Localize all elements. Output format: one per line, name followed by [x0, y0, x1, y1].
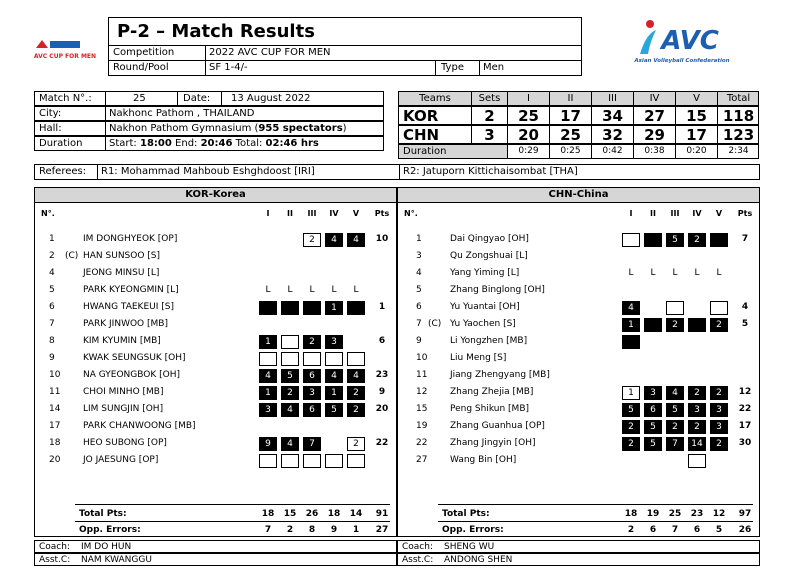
- set-played-box: 2: [666, 420, 684, 434]
- set-total: 23: [690, 509, 704, 519]
- team-name-chn: CHN-China: [398, 188, 759, 203]
- set-played-box: 3: [325, 335, 343, 349]
- totals-divider: [438, 504, 753, 505]
- set-played-box: [644, 318, 662, 332]
- libero-mark: L: [309, 285, 315, 295]
- total-points-value: 91: [375, 509, 389, 519]
- player-points: 10: [375, 234, 389, 244]
- player-name: KWAK SEUNGSUK [OH]: [83, 353, 186, 363]
- asst-coach-name: ANDONG SHEN: [444, 555, 513, 565]
- asst-coach-row-kor: [34, 553, 397, 566]
- set-substitute-box: [259, 352, 277, 366]
- set-played-box: 1: [259, 335, 277, 349]
- player-number: 20: [49, 455, 61, 465]
- player-name: Zhang Binglong [OH]: [450, 285, 545, 295]
- referees-label: Referees:: [39, 166, 87, 177]
- set-played-box: [622, 335, 640, 349]
- set-opp-errors: 7: [671, 525, 679, 535]
- player-name: PARK JINWOO [MB]: [83, 319, 168, 329]
- score-header-row: Teams Sets I II III IV V Total: [398, 91, 759, 106]
- set-total: 25: [668, 509, 682, 519]
- player-points: 12: [738, 387, 752, 397]
- asst-coach-label: Asst.C:: [39, 555, 71, 565]
- player-name: CHOI MINHO [MB]: [83, 387, 164, 397]
- player-number: 27: [416, 455, 428, 465]
- set-opp-errors: 6: [693, 525, 701, 535]
- set-played-box: 14: [688, 437, 706, 451]
- set-substitute-box: [688, 454, 706, 468]
- player-name: PARK CHANWOONG [MB]: [83, 421, 196, 431]
- player-number: 19: [416, 421, 428, 431]
- competition-row: [108, 45, 582, 61]
- set-substitute-box: [281, 352, 299, 366]
- opp-errors-label: Opp. Errors:: [79, 525, 141, 535]
- set-total: 14: [349, 509, 363, 519]
- player-row: [398, 368, 759, 385]
- libero-mark: L: [694, 268, 700, 278]
- set-played-box: 3: [710, 403, 728, 417]
- svg-text:Asian Volleyball Confederation: Asian Volleyball Confederation: [634, 58, 730, 64]
- set-played-box: 5: [281, 369, 299, 383]
- set-played-box: 5: [666, 403, 684, 417]
- player-row: [398, 317, 759, 334]
- player-name: LIM SUNGJIN [OH]: [83, 404, 164, 414]
- player-row: [35, 266, 396, 283]
- set-substitute-box: 2: [347, 437, 365, 451]
- set-played-box: 6: [644, 403, 662, 417]
- player-name: Yang Yiming [L]: [450, 268, 520, 278]
- date-value: 13 August 2022: [231, 93, 311, 104]
- type-value: Men: [483, 62, 505, 73]
- duration-label: Duration: [39, 138, 83, 149]
- set-opp-errors: 8: [308, 525, 316, 535]
- set-opp-errors: 2: [627, 525, 635, 535]
- referee-r1: R1: Mohammad Mahboub Eshghdoost [IRI]: [101, 166, 315, 177]
- type-label: Type: [441, 62, 464, 73]
- col-header-set: II: [287, 209, 293, 218]
- player-name: Yu Yaochen [S]: [450, 319, 516, 329]
- player-name: HAN SUNSOO [S]: [83, 251, 161, 261]
- col-header-set: II: [650, 209, 656, 218]
- match-no-label: Match N°.:: [39, 93, 92, 104]
- set-played-box: 2: [688, 386, 706, 400]
- set-played-box: 2: [666, 318, 684, 332]
- opp-errors-row: [35, 522, 396, 539]
- player-name: Wang Bin [OH]: [450, 455, 517, 465]
- set-played-box: 5: [644, 437, 662, 451]
- col-header-pts: Pts: [374, 209, 390, 218]
- captain-mark: (C): [65, 251, 79, 261]
- player-row: [398, 351, 759, 368]
- player-row: [35, 368, 396, 385]
- set-played-box: 1: [259, 386, 277, 400]
- competition-label: Competition: [113, 47, 175, 58]
- spectators-count: 955 spectators: [258, 123, 343, 134]
- player-row: [398, 436, 759, 453]
- set-played-box: 1: [325, 386, 343, 400]
- set-played-box: 7: [303, 437, 321, 451]
- coach-label: Coach:: [402, 542, 433, 552]
- set-total: 15: [283, 509, 297, 519]
- player-name: Yu Yuantai [OH]: [450, 302, 520, 312]
- set-substitute-box: [622, 233, 640, 247]
- libero-mark: L: [628, 268, 634, 278]
- set-played-box: 7: [666, 437, 684, 451]
- coach-row-kor: [34, 540, 397, 553]
- set-total: 26: [305, 509, 319, 519]
- player-number: 9: [49, 353, 55, 363]
- set-played-box: [644, 233, 662, 247]
- player-name: HWANG TAEKEUI [S]: [83, 302, 174, 312]
- match-no-value: 25: [133, 93, 146, 104]
- date-label: Date:: [183, 93, 211, 104]
- col-header-set: I: [629, 209, 633, 218]
- asst-coach-name: NAM KWANGGU: [81, 555, 152, 565]
- set-played-box: 1: [622, 318, 640, 332]
- player-number: 12: [416, 387, 428, 397]
- player-row: [35, 351, 396, 368]
- player-points: 30: [738, 438, 752, 448]
- player-points: 23: [375, 370, 389, 380]
- player-number: 9: [416, 336, 422, 346]
- player-number: 5: [49, 285, 55, 295]
- total-points-label: Total Pts:: [79, 509, 127, 519]
- col-header-no: N°.: [41, 209, 55, 218]
- page-title: P-2 – Match Results: [117, 21, 315, 42]
- score-row-kor: KOR 2 25 17 34 27 15 118: [398, 106, 759, 125]
- col-header-pts: Pts: [737, 209, 753, 218]
- player-number: 4: [416, 268, 422, 278]
- coach-name: IM DO HUN: [81, 542, 132, 552]
- set-played-box: 2: [622, 420, 640, 434]
- player-name: Li Yongzhen [MB]: [450, 336, 528, 346]
- set-substitute-box: [281, 335, 299, 349]
- set-opp-errors: 2: [286, 525, 294, 535]
- player-number: 1: [49, 234, 55, 244]
- hall-value: Nakhon Pathom Gymnasium (955 spectators): [109, 123, 347, 134]
- set-played-box: [710, 233, 728, 247]
- player-number: 3: [416, 251, 422, 261]
- col-header-set: I: [266, 209, 270, 218]
- set-played-box: 9: [259, 437, 277, 451]
- col-header-set: V: [352, 209, 360, 218]
- set-total: 18: [327, 509, 341, 519]
- player-number: 18: [49, 438, 61, 448]
- referee-r2: R2: Jatuporn Kittichaisombat [THA]: [403, 166, 578, 177]
- player-name: Jiang Zhengyang [MB]: [450, 370, 550, 380]
- avc-cup-logo: [30, 38, 100, 62]
- title-box: [108, 17, 582, 45]
- asst-coach-label: Asst.C:: [402, 555, 434, 565]
- player-row: [35, 300, 396, 317]
- player-number: 17: [49, 421, 61, 431]
- player-name: KIM KYUMIN [MB]: [83, 336, 161, 346]
- player-row: [35, 453, 396, 470]
- col-header-no: N°.: [404, 209, 418, 218]
- city-row: [34, 106, 384, 121]
- player-number: 14: [49, 404, 61, 414]
- set-played-box: 4: [259, 369, 277, 383]
- set-played-box: 2: [281, 386, 299, 400]
- referees-row: [34, 164, 760, 180]
- player-name: Liu Meng [S]: [450, 353, 507, 363]
- set-substitute-box: [347, 454, 365, 468]
- col-header-set: III: [307, 209, 317, 218]
- set-played-box: 5: [325, 403, 343, 417]
- libero-mark: L: [716, 268, 722, 278]
- set-played-box: 2: [688, 420, 706, 434]
- player-row: [35, 232, 396, 249]
- set-played-box: 2: [347, 386, 365, 400]
- player-row: [35, 334, 396, 351]
- team-panel-kor: [34, 187, 397, 537]
- player-points: 1: [378, 302, 386, 312]
- opp-errors-row: [398, 522, 759, 539]
- avc-logo: [632, 16, 732, 66]
- player-row: [398, 249, 759, 266]
- set-played-box: 3: [644, 386, 662, 400]
- libero-mark: L: [672, 268, 678, 278]
- duration-value: Start: 18:00 End: 20:46 Total: 02:46 hrs: [109, 138, 319, 149]
- player-number: 4: [49, 268, 55, 278]
- set-played-box: 2: [710, 386, 728, 400]
- libero-mark: L: [650, 268, 656, 278]
- round-label: Round/Pool: [113, 62, 169, 73]
- captain-mark: (C): [428, 319, 442, 329]
- set-substitute-box: [325, 352, 343, 366]
- player-row: [398, 453, 759, 470]
- set-substitute-box: [666, 301, 684, 315]
- player-points: 22: [375, 438, 389, 448]
- player-name: JO JAESUNG [OP]: [83, 455, 159, 465]
- set-played-box: 5: [666, 233, 684, 247]
- set-total: 18: [624, 509, 638, 519]
- set-substitute-box: [325, 454, 343, 468]
- set-played-box: 2: [710, 318, 728, 332]
- player-row: [35, 436, 396, 453]
- player-name: Peng Shikun [MB]: [450, 404, 530, 414]
- set-played-box: 2: [347, 403, 365, 417]
- player-points: 20: [375, 404, 389, 414]
- svg-text:AVC CUP FOR MEN: AVC CUP FOR MEN: [33, 53, 97, 60]
- player-row: [398, 385, 759, 402]
- city-label: City:: [39, 108, 62, 119]
- match-no-row: [34, 91, 384, 106]
- set-played-box: 4: [347, 233, 365, 247]
- player-number: 10: [416, 353, 428, 363]
- libero-mark: L: [287, 285, 293, 295]
- player-points: 4: [741, 302, 749, 312]
- score-duration-row: Duration 0:29 0:25 0:42 0:38 0:20 2:34: [398, 144, 759, 159]
- player-number: 2: [49, 251, 55, 261]
- col-header-set: IV: [329, 209, 339, 218]
- player-name: Qu Zongshuai [L]: [450, 251, 528, 261]
- team-name-kor: KOR-Korea: [35, 188, 396, 203]
- set-played-box: 4: [325, 233, 343, 247]
- player-number: 5: [416, 285, 422, 295]
- set-played-box: 5: [644, 420, 662, 434]
- player-row: [398, 266, 759, 283]
- set-substitute-box: [347, 352, 365, 366]
- set-opp-errors: 9: [330, 525, 338, 535]
- player-name: PARK KYEONGMIN [L]: [83, 285, 179, 295]
- set-total: 18: [261, 509, 275, 519]
- set-played-box: [347, 301, 365, 315]
- set-substitute-box: [710, 301, 728, 315]
- set-played-box: 2: [303, 335, 321, 349]
- set-played-box: 6: [303, 403, 321, 417]
- total-points-value: 97: [738, 509, 752, 519]
- set-played-box: 4: [347, 369, 365, 383]
- hall-label: Hall:: [39, 123, 62, 134]
- set-played-box: [281, 301, 299, 315]
- player-row: [35, 402, 396, 419]
- set-played-box: 3: [688, 403, 706, 417]
- player-row: [35, 317, 396, 334]
- set-played-box: 4: [666, 386, 684, 400]
- col-header-set: IV: [692, 209, 702, 218]
- set-played-box: 6: [303, 369, 321, 383]
- set-played-box: 2: [622, 437, 640, 451]
- player-row: [35, 249, 396, 266]
- coach-name: SHENG WU: [444, 542, 495, 552]
- player-row: [398, 300, 759, 317]
- player-name: NA GYEONGBOK [OH]: [83, 370, 180, 380]
- set-played-box: 4: [281, 403, 299, 417]
- libero-mark: L: [265, 285, 271, 295]
- set-substitute-box: [281, 454, 299, 468]
- player-row: [35, 283, 396, 300]
- set-substitute-box: 1: [622, 386, 640, 400]
- duration-row: [34, 136, 384, 151]
- col-header-set: III: [670, 209, 680, 218]
- set-played-box: 3: [303, 386, 321, 400]
- player-row: [35, 385, 396, 402]
- coach-row-chn: [397, 540, 760, 553]
- player-points: 7: [741, 234, 749, 244]
- coach-label: Coach:: [39, 542, 70, 552]
- player-row: [398, 232, 759, 249]
- player-row: [398, 334, 759, 351]
- round-row: [108, 60, 582, 76]
- player-row: [398, 419, 759, 436]
- set-total: 12: [712, 509, 726, 519]
- player-number: 10: [49, 370, 61, 380]
- set-substitute-box: [303, 454, 321, 468]
- competition-value: 2022 AVC CUP FOR MEN: [209, 47, 331, 58]
- player-points: 6: [378, 336, 386, 346]
- set-opp-errors: 6: [649, 525, 657, 535]
- player-number: 11: [49, 387, 61, 397]
- player-number: 15: [416, 404, 428, 414]
- player-number: 6: [416, 302, 422, 312]
- set-opp-errors: 5: [715, 525, 723, 535]
- total-points-label: Total Pts:: [442, 509, 490, 519]
- opp-errors-total: 27: [375, 525, 389, 535]
- set-played-box: 4: [622, 301, 640, 315]
- set-played-box: [688, 318, 706, 332]
- team-panel-chn: [397, 187, 760, 537]
- totals-divider: [75, 504, 390, 505]
- player-name: JEONG MINSU [L]: [83, 268, 160, 278]
- player-number: 22: [416, 438, 428, 448]
- asst-coach-row-chn: [397, 553, 760, 566]
- set-played-box: 2: [710, 437, 728, 451]
- libero-mark: L: [353, 285, 359, 295]
- set-played-box: 4: [281, 437, 299, 451]
- player-number: 1: [416, 234, 422, 244]
- player-points: 17: [738, 421, 752, 431]
- player-number: 7: [49, 319, 55, 329]
- libero-mark: L: [331, 285, 337, 295]
- player-number: 7: [416, 319, 422, 329]
- player-name: Zhang Jingyin [OH]: [450, 438, 536, 448]
- set-played-box: 1: [325, 301, 343, 315]
- col-header-set: V: [715, 209, 723, 218]
- player-name: Zhang Guanhua [OP]: [450, 421, 545, 431]
- player-points: 22: [738, 404, 752, 414]
- score-row-chn: CHN 3 20 25 32 29 17 123: [398, 125, 759, 144]
- set-played-box: 4: [325, 369, 343, 383]
- player-points: 5: [741, 319, 749, 329]
- city-value: Nakhonc Pathom , THAILAND: [109, 108, 255, 119]
- set-substitute-box: [259, 454, 277, 468]
- player-name: Dai Qingyao [OH]: [450, 234, 529, 244]
- set-substitute-box: 2: [303, 233, 321, 247]
- player-name: Zhang Zhejia [MB]: [450, 387, 534, 397]
- set-played-box: 3: [259, 403, 277, 417]
- svg-text:AVC: AVC: [661, 26, 719, 56]
- round-value: SF 1-4/-: [209, 62, 248, 73]
- player-name: IM DONGHYEOK [OP]: [83, 234, 178, 244]
- set-played-box: 5: [622, 403, 640, 417]
- player-number: 6: [49, 302, 55, 312]
- set-opp-errors: 1: [352, 525, 360, 535]
- set-opp-errors: 7: [264, 525, 272, 535]
- player-name: HEO SUBONG [OP]: [83, 438, 167, 448]
- player-number: 8: [49, 336, 55, 346]
- set-played-box: 3: [710, 420, 728, 434]
- opp-errors-total: 26: [738, 525, 752, 535]
- hall-row: [34, 121, 384, 136]
- player-number: 11: [416, 370, 428, 380]
- set-total: 19: [646, 509, 660, 519]
- opp-errors-label: Opp. Errors:: [442, 525, 504, 535]
- set-played-box: [259, 301, 277, 315]
- player-points: 9: [378, 387, 386, 397]
- set-played-box: [303, 301, 321, 315]
- player-row: [398, 283, 759, 300]
- set-substitute-box: [303, 352, 321, 366]
- player-row: [398, 402, 759, 419]
- player-row: [35, 419, 396, 436]
- set-played-box: 2: [688, 233, 706, 247]
